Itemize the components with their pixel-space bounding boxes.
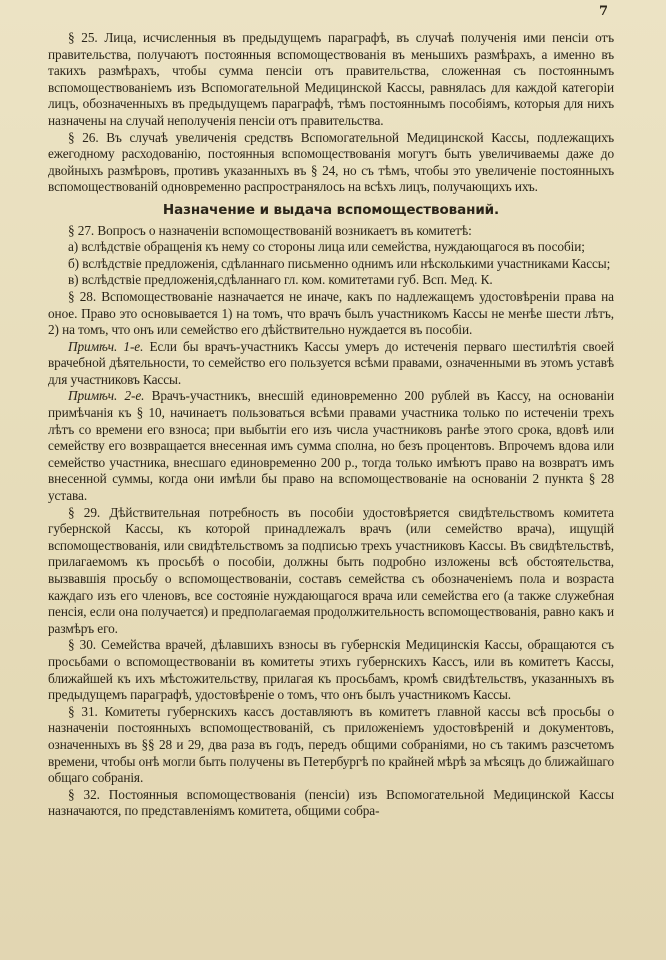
note-1-text: Если бы врачъ-участникъ Кассы умеръ до истеченія перваго шестилѣтія своей врачебной дѣятельности, то семейство его пользуется всѣми правами, означенными въ этомъ уставѣ для участниковъ Кассы. <box>48 338 614 387</box>
paragraph-27-item-b: б) вслѣдствіе предложенія, сдѣланнаго письменно однимъ или нѣсколькими участниками Кассы; <box>68 255 611 271</box>
page-number: 7 <box>598 4 608 19</box>
paragraph-32: § 32. Постоянныя вспомоществованія (пенсіи) изъ Вспомогательной Медицинской Кассы назначаются, по представленіямъ комитета, общими собра- <box>48 786 614 819</box>
note-2 <box>48 388 614 504</box>
section-heading: Назначение и выдача вспомоществований. <box>162 201 500 218</box>
paragraph-25: § 25. Лица, исчисленныя въ предыдущемъ параграфѣ, въ случаѣ полученія ими пенсіи отъ правительства, получаютъ постоянныя вспомоществованія въ меньшихъ размѣрахъ, а именно въ такихъ размѣрахъ, чтобы сумма пенсіи отъ правительства, сложенная съ постояннымъ вспомоществованіемъ изъ Вспомогательной Медицинской Кассы, равнялась для каждой категоріи лицъ, обозначенныхъ въ предыдущемъ параграфѣ, тѣмъ постояннымъ пособіямъ, которыя для нихъ назначены на случай неполученія пенсіи отъ правительства. <box>48 30 614 128</box>
document-body <box>48 30 614 820</box>
note-1 <box>48 339 614 389</box>
paragraph-30: § 30. Семейства врачей, дѣлавшихъ взносы въ губернскія Медицинскія Кассы, обращаются съ просьбами о вспомоществованіи въ комитеты этихъ губернскихъ Кассъ, или въ комитетъ Кассы, ближайшей къ ихъ мѣстожительству, прилагая къ просьбамъ, кромѣ свидѣтельствъ, указанныхъ въ предыдущемъ параграфѣ, удостовѣреніе о томъ, что онъ былъ участникомъ Кассы. <box>48 637 614 703</box>
paragraph-27-item-a: а) вслѣдствіе обращенія къ нему со стороны лица или семейства, нуждающагося въ пособіи; <box>68 239 585 255</box>
paragraph-27-intro: § 27. Вопросъ о назначеніи вспомоществованій возникаетъ въ комитетѣ: <box>68 222 472 238</box>
paragraph-28: § 28. Вспомоществованіе назначается не иначе, какъ по надлежащемъ удостовѣреніи права на оное. Право это основывается 1) на томъ, что врачъ былъ участникомъ Кассы не менѣе шести лѣтъ, 2) на томъ, что онъ или семейство его дѣйствительно нуждается въ пособіи. <box>48 288 614 338</box>
paragraph-31: § 31. Комитеты губернскихъ кассъ доставляютъ въ комитетъ главной кассы всѣ просьбы о назначеніи постоянныхъ вспомоществованій, съ приложеніемъ удостовѣреній и документовъ, означенныхъ въ §§ 28 и 29, два раза въ годъ, передъ общими собраніями, но съ такимъ разсчетомъ времени, чтобы онѣ могли быть получены въ Петербургѣ по крайней мѣрѣ за мѣсяцъ до ближайшаго общаго собранія. <box>48 703 614 786</box>
note-1-label: Примѣч. 1-е. <box>68 338 144 354</box>
paragraph-29: § 29. Дѣйствительная потребность въ пособіи удостовѣряется свидѣтельствомъ комитета губернской Кассы, къ которой принадлежалъ врачъ (или семейство врача), ищущій вспомоществованія, или свидѣтельствомъ за подписью трехъ участниковъ Кассы. Въ свидѣтельствѣ, прилагаемомъ къ просьбѣ о пособіи, должны быть подробно изложены всѣ обстоятельства, вызвавшія просьбу о вспомоществованіи, составъ семейства съ обозначеніемъ пола и возраста каждаго изъ его членовъ, все состояніе нуждающагося врача или семейства его (а также служебная пенсія, если она получается) и предполагаемая продолжительность вспомоществованія, равно какъ и размѣръ его. <box>48 504 614 636</box>
note-2-text: Врачъ-участникъ, внесшій единовременно 200 рублей въ Кассу, на основаніи примѣчанія къ § 10, начинаетъ пользоваться всѣми правами участника только по истеченіи трехъ лѣтъ со времени его взноса; при выбытіи его изъ числа участниковъ ранѣе этого срока, вдовѣ или семейству его возвращается внесенная имъ сумма сполна, но безъ процентовъ. Впрочемъ вдова или семейство участника, внесшаго единовременно 200 р., тогда только имѣютъ право на возвратъ имъ внесенной суммы, когда они имѣли бы право на вспомоществованіе на основаніи 2 пункта § 28 устава. <box>48 388 614 504</box>
paragraph-26: § 26. Въ случаѣ увеличенія средствъ Вспомогательной Медицинской Кассы, подлежащихъ ежегодному расходованію, постоянныя вспомоществованія могутъ быть увеличиваемы даже до двойныхъ размѣровъ, противъ указанныхъ въ § 24, но съ тѣмъ, чтобы это увеличеніе постоянныхъ вспомоществованій одновременно распространялось на всѣхъ лицъ, получающихъ ихъ. <box>48 129 614 195</box>
note-2-label: Примѣч. 2-е. <box>68 388 145 404</box>
paragraph-27-item-c: в) вслѣдствіе предложенія,сдѣланнаго гл. ком. комитетами губ. Всп. Мед. К. <box>68 272 493 288</box>
